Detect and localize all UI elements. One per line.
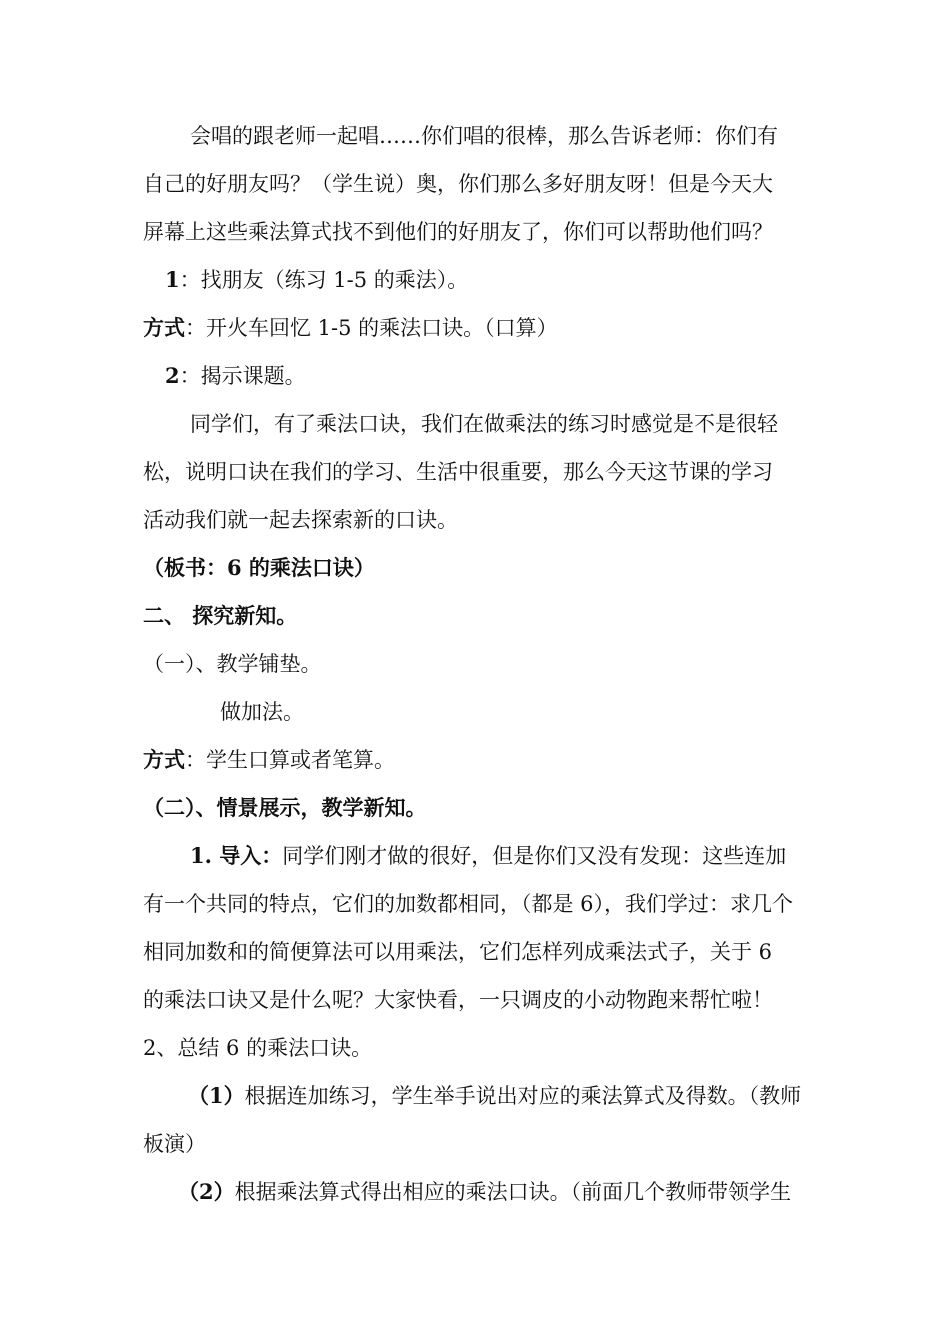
step-text: 根据连加练习，学生举手说出对应的乘法算式及得数。（教师 [244, 1084, 802, 1108]
intro-label: 1. 导入： [190, 843, 283, 868]
task-text: 做加法。 [220, 700, 304, 724]
step-text: 根据乘法算式得出相应的乘法口诀。（前面几个教师带领学生 [234, 1180, 792, 1204]
paragraph-line: 有一个共同的特点，它们的加数都相同，（都是 6），我们学过：求几个 [143, 892, 794, 916]
method-label: 方式 [143, 315, 185, 340]
list-item [165, 361, 306, 391]
paragraph-line [190, 841, 786, 871]
method-label: 方式 [143, 747, 185, 772]
item-text: ：找朋友（练习 1-5 的乘法）。 [179, 268, 469, 292]
item-number: 2 [165, 363, 180, 388]
paragraph-line: 板演） [143, 1132, 206, 1156]
paragraph-line: 相同加数和的简便算法可以用乘法，它们怎样列成乘法式子，关于 6 [143, 940, 773, 964]
method-line [143, 745, 395, 775]
paragraph-line: 屏幕上这些乘法算式找不到他们的好朋友了，你们可以帮助他们吗？ [143, 220, 773, 244]
paragraph-line: 松，说明口诀在我们的学习、生活中很重要，那么今天这节课的学习 [143, 460, 773, 484]
subsection-heading: （二）、情景展示，教学新知。 [143, 795, 427, 820]
section-heading: 二、 探究新知。 [143, 603, 298, 628]
paragraph-line: 同学们，有了乘法口诀，我们在做乘法的练习时感觉是不是很轻 [190, 412, 778, 436]
item-number: 1 [165, 267, 180, 292]
paragraph-line: 活动我们就一起去探索新的口诀。 [143, 508, 458, 532]
intro-text: 同学们刚才做的很好，但是你们又没有发现：这些连加 [282, 844, 787, 868]
paragraph-line [188, 1081, 801, 1111]
subsection-heading: （一）、教学铺垫。 [143, 652, 322, 676]
method-text: ：开火车回忆 1-5 的乘法口诀。（口算） [185, 316, 558, 340]
paragraph-line: 的乘法口诀又是什么呢？大家快看，一只调皮的小动物跑来帮忙啦！ [143, 988, 773, 1012]
paragraph-line: 自己的好朋友吗？（学生说）奥，你们那么多好朋友呀！但是今天大 [143, 172, 773, 196]
board-note: （板书：6 的乘法口诀） [143, 555, 375, 580]
paragraph-line [178, 1177, 791, 1207]
list-item [165, 265, 468, 295]
paragraph-line: 会唱的跟老师一起唱……你们唱的很棒，那么告诉老师：你们有 [190, 124, 778, 148]
method-text: ：学生口算或者笔算。 [185, 748, 395, 772]
step-label: （2） [178, 1179, 235, 1204]
item-text: ：揭示课题。 [179, 364, 306, 388]
method-line [143, 313, 558, 343]
summary-heading: 2、总结 6 的乘法口诀。 [143, 1036, 373, 1060]
step-label: （1） [188, 1083, 245, 1108]
